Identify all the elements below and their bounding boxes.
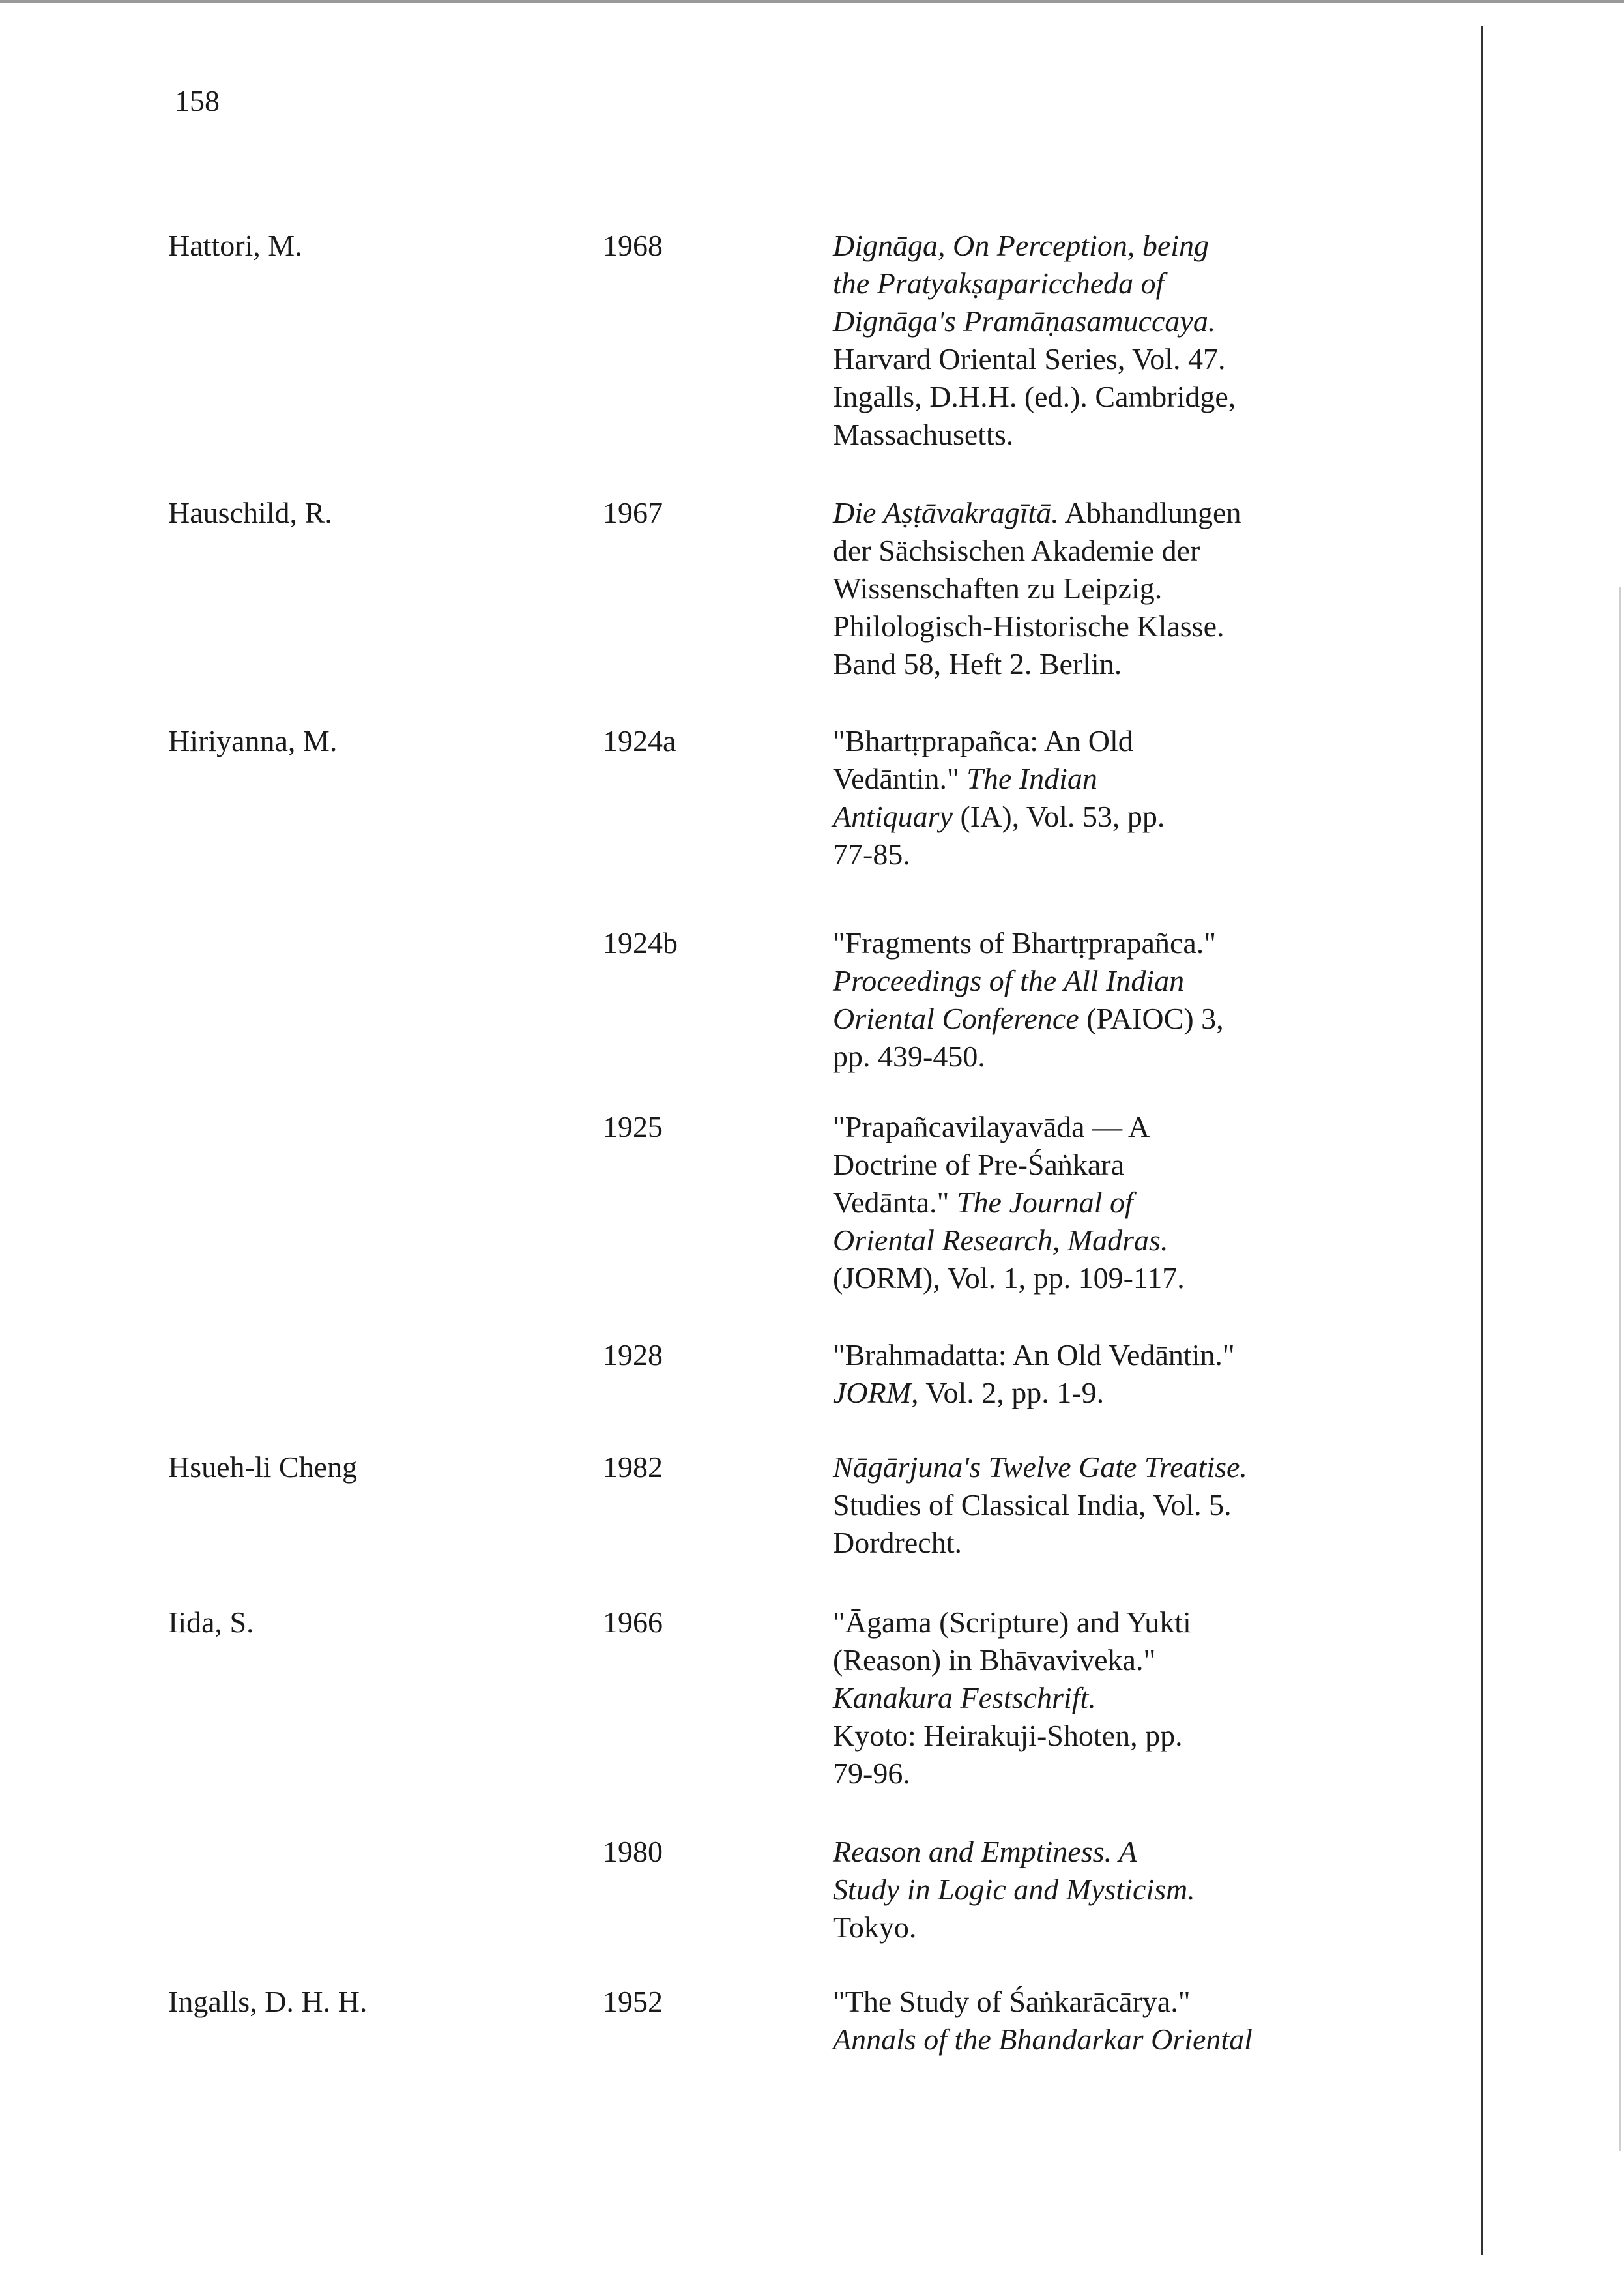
citation-line (833, 1679, 1387, 1717)
citation-line (833, 836, 1387, 873)
citation-text: pp. 439-450. (833, 1040, 985, 1073)
citation-italic-text: the Pratyakṣapariccheda of (833, 267, 1165, 300)
entry-author: Ingalls, D. H. H. (168, 1985, 368, 2018)
citation-text: Abhandlungen (1058, 496, 1241, 529)
entry-year: 1980 (603, 1835, 663, 1868)
entry-year: 1924b (603, 926, 678, 960)
entry-citation (833, 1833, 1387, 1946)
entry-citation (833, 1604, 1387, 1793)
citation-line (833, 1038, 1387, 1076)
entry-citation (833, 722, 1387, 873)
citation-text: Studies of Classical India, Vol. 5. (833, 1488, 1232, 1521)
citation-line (833, 1184, 1387, 1222)
citation-line (833, 1486, 1387, 1524)
citation-text: Tokyo. (833, 1911, 917, 1944)
citation-line (833, 1755, 1387, 1793)
citation-text: Kyoto: Heirakuji-Shoten, pp. (833, 1719, 1183, 1752)
citation-italic-text: Dignāga's Pramāṇasamuccaya. (833, 304, 1216, 338)
citation-text: Philologisch-Historische Klasse. (833, 609, 1225, 643)
citation-text: "Bhartṛprapañca: An Old (833, 724, 1133, 757)
citation-text: (JORM), Vol. 1, pp. 109-117. (833, 1261, 1185, 1295)
citation-text: Doctrine of Pre-Śaṅkara (833, 1148, 1125, 1181)
entry-citation (833, 1983, 1387, 2059)
citation-line (833, 1146, 1387, 1184)
citation-text: (Reason) in Bhāvaviveka." (833, 1643, 1156, 1677)
citation-italic-text: The Indian (966, 762, 1097, 795)
citation-text: "The Study of Śaṅkarācārya." (833, 1985, 1191, 2018)
citation-line (833, 378, 1387, 416)
entry-citation (833, 494, 1387, 683)
citation-line (833, 1000, 1387, 1038)
entry-year: 1966 (603, 1605, 663, 1639)
citation-italic-text: Reason and Emptiness. A (833, 1835, 1137, 1868)
citation-italic-text: The Journal of (956, 1186, 1133, 1219)
citation-line (833, 532, 1387, 570)
citation-line (833, 760, 1387, 798)
citation-line (833, 1604, 1387, 1641)
entry-year: 1982 (603, 1450, 663, 1484)
citation-italic-text: Oriental Conference (833, 1002, 1079, 1035)
citation-italic-text: Nāgārjuna's Twelve Gate Treatise. (833, 1450, 1247, 1484)
citation-line (833, 798, 1387, 836)
entry-citation (833, 227, 1387, 454)
citation-italic-text: Proceedings of the All Indian (833, 964, 1185, 997)
page-spine-line (1481, 26, 1483, 2255)
citation-line (833, 608, 1387, 645)
citation-text: Vol. 2, pp. 1-9. (918, 1376, 1105, 1409)
citation-line (833, 340, 1387, 378)
entry-citation (833, 1336, 1387, 1412)
entry-year: 1928 (603, 1338, 663, 1371)
page-number: 158 (175, 84, 220, 117)
entry-citation (833, 1448, 1387, 1562)
citation-italic-text: JORM, (833, 1376, 919, 1409)
citation-line (833, 1259, 1387, 1297)
entry-year: 1925 (603, 1110, 663, 1143)
citation-line (833, 1222, 1387, 1259)
citation-line (833, 570, 1387, 608)
entry-year: 1967 (603, 496, 663, 529)
citation-line (833, 924, 1387, 962)
citation-text: "Āgama (Scripture) and Yukti (833, 1605, 1191, 1639)
citation-text: 79-96. (833, 1757, 910, 1790)
citation-text: "Fragments of Bhartṛprapañca." (833, 926, 1217, 960)
entry-citation (833, 1108, 1387, 1297)
citation-italic-text: Study in Logic and Mysticism. (833, 1873, 1195, 1906)
citation-italic-text: Antiquary (833, 800, 953, 833)
citation-line (833, 1983, 1387, 2021)
citation-line (833, 2021, 1387, 2059)
citation-line (833, 494, 1387, 532)
entry-author: Hattori, M. (168, 229, 302, 262)
citation-line (833, 1871, 1387, 1909)
citation-italic-text: Annals of the Bhandarkar Oriental (833, 2023, 1253, 2056)
entry-year: 1968 (603, 229, 663, 262)
citation-line (833, 302, 1387, 340)
entry-year: 1952 (603, 1985, 663, 2018)
citation-text: 77-85. (833, 838, 910, 871)
citation-text: Band 58, Heft 2. Berlin. (833, 647, 1122, 681)
citation-text: Wissenschaften zu Leipzig. (833, 572, 1163, 605)
citation-line (833, 1374, 1387, 1412)
citation-line (833, 265, 1387, 302)
citation-text: Vedāntin." (833, 762, 967, 795)
citation-italic-text: Oriental Research, Madras. (833, 1224, 1168, 1257)
citation-text: (IA), Vol. 53, pp. (952, 800, 1165, 833)
entry-author: Iida, S. (168, 1605, 254, 1639)
citation-italic-text: Kanakura Festschrift. (833, 1681, 1096, 1714)
citation-text: Ingalls, D.H.H. (ed.). Cambridge, (833, 380, 1236, 413)
citation-line (833, 227, 1387, 265)
citation-line (833, 1108, 1387, 1146)
citation-text: Harvard Oriental Series, Vol. 47. (833, 342, 1226, 375)
citation-line (833, 1833, 1387, 1871)
top-edge-rule (0, 0, 1624, 3)
entry-author: Hiriyanna, M. (168, 724, 338, 757)
citation-line (833, 416, 1387, 454)
citation-text: "Brahmadatta: An Old Vedāntin." (833, 1338, 1235, 1371)
page-edge-shadow (1619, 587, 1621, 2151)
citation-text: Massachusetts. (833, 418, 1014, 451)
entry-author: Hsueh-li Cheng (168, 1450, 358, 1484)
citation-text: Vedānta." (833, 1186, 957, 1219)
citation-text: "Prapañcavilayavāda — A (833, 1110, 1150, 1143)
citation-italic-text: Die Aṣṭāvakragītā. (833, 496, 1059, 529)
entry-year: 1924a (603, 724, 676, 757)
citation-line (833, 1641, 1387, 1679)
citation-line (833, 722, 1387, 760)
citation-line (833, 1336, 1387, 1374)
citation-text: Dordrecht. (833, 1526, 962, 1559)
entry-citation (833, 924, 1387, 1076)
citation-line (833, 962, 1387, 1000)
citation-italic-text: Dignāga, On Perception, being (833, 229, 1210, 262)
citation-line (833, 645, 1387, 683)
citation-text: (PAIOC) 3, (1079, 1002, 1224, 1035)
citation-line (833, 1448, 1387, 1486)
citation-text: der Sächsischen Akademie der (833, 534, 1200, 567)
citation-line (833, 1909, 1387, 1946)
entry-author: Hauschild, R. (168, 496, 332, 529)
citation-line (833, 1717, 1387, 1755)
citation-line (833, 1524, 1387, 1562)
